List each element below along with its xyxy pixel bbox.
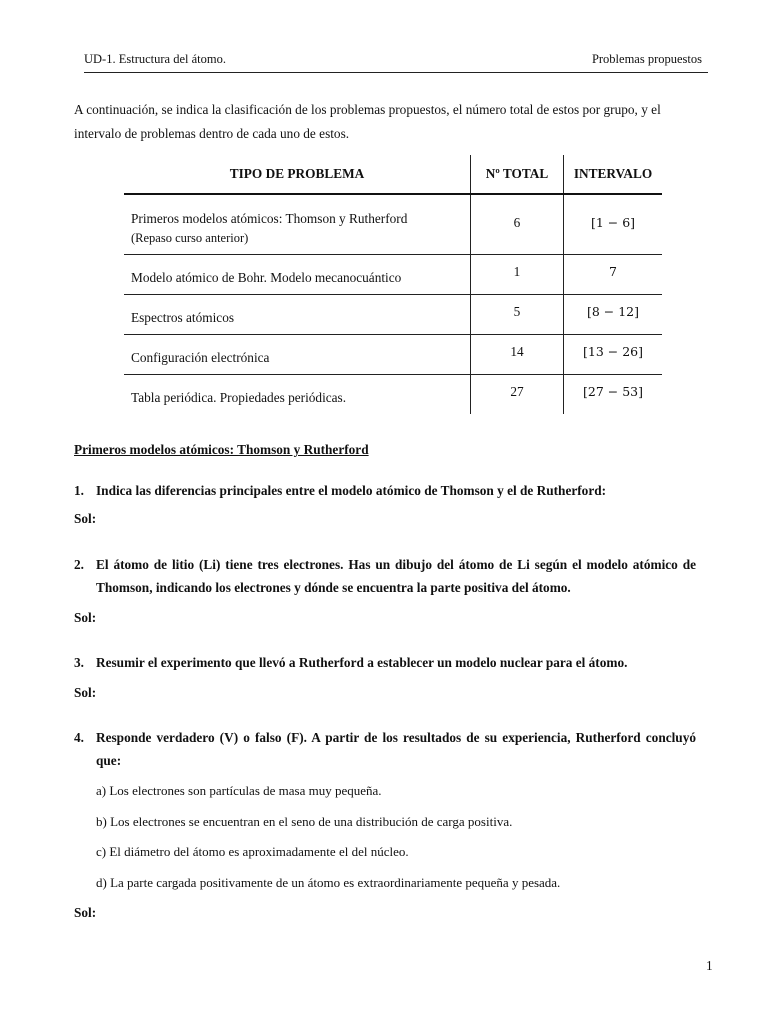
cell-total: 1 <box>471 255 564 295</box>
header-tipo: TIPO DE PROBLEMA <box>124 155 471 194</box>
table-header-row <box>124 155 662 194</box>
tipo-text: Primeros modelos atómicos: Thomson y Rutherford (Repaso curso anterior) <box>131 211 408 245</box>
cell-tipo <box>124 194 471 255</box>
solution-label-4: Sol: <box>74 905 97 920</box>
cell-intervalo: [1 − 6] <box>564 194 663 255</box>
question-4 <box>74 726 696 772</box>
cell-intervalo: [27 − 53] <box>564 375 663 415</box>
header-unit-title: UD-1. Estructura del átomo. <box>84 52 226 66</box>
intro-paragraph: A continuación, se indica la clasificación de los problemas propuestos, el número total de estos por grupo, y el intervalo de problemas dentro de cada uno de estos. <box>74 102 661 141</box>
question-3 <box>74 651 696 674</box>
cell-tipo: Modelo atómico de Bohr. Modelo mecanocuántico <box>124 255 471 295</box>
question-number: 4. <box>74 730 84 745</box>
page-header <box>84 52 708 73</box>
solution-label-1: Sol: <box>74 511 97 526</box>
cell-tipo: Tabla periódica. Propiedades periódicas. <box>131 390 347 405</box>
header-total: Nº TOTAL <box>471 155 564 194</box>
option-b: b) Los electrones se encuentran en el seno de una distribución de carga positiva. <box>96 814 513 829</box>
question-number: 3. <box>74 655 84 670</box>
solution-label-3: Sol: <box>74 685 97 700</box>
table-row <box>124 255 662 295</box>
header-intervalo: INTERVALO <box>564 155 663 194</box>
cell-total: 14 <box>471 335 564 375</box>
problem-classification-table <box>124 155 662 414</box>
question-text: El átomo de litio (Li) tiene tres electrones. Has un dibujo del átomo de Li según el modelo atómico de Thomson, indicando los electrones y dónde se encuentra la parte positiva del átomo. <box>96 557 696 595</box>
table-row <box>124 194 662 255</box>
header-section-title: Problemas propuestos <box>591 52 702 66</box>
table-row <box>124 295 662 335</box>
section-title: Primeros modelos atómicos: Thomson y Rutherford <box>74 442 369 457</box>
question-text: Indica las diferencias principales entre el modelo atómico de Thomson y el de Rutherford: <box>96 483 607 498</box>
option-c: c) El diámetro del átomo es aproximadamente el del núcleo. <box>96 844 409 859</box>
cell-total: 6 <box>471 194 564 255</box>
question-2 <box>74 553 696 599</box>
question-number: 1. <box>74 483 84 498</box>
cell-total: 5 <box>471 295 564 335</box>
question-1 <box>74 479 696 502</box>
cell-total: 27 <box>471 375 564 415</box>
question-text: Responde verdadero (V) o falso (F). A partir de los resultados de su experiencia, Rutherford concluyó que: <box>96 730 696 768</box>
table-row <box>124 375 662 415</box>
cell-tipo: Configuración electrónica <box>124 335 471 375</box>
cell-intervalo: [8 − 12] <box>564 295 663 335</box>
solution-label-2: Sol: <box>74 610 97 625</box>
cell-intervalo: [13 − 26] <box>564 335 663 375</box>
tipo-note: (Repaso curso anterior) <box>131 231 249 245</box>
cell-tipo: Espectros atómicos <box>124 295 471 335</box>
question-number: 2. <box>74 557 84 572</box>
cell-intervalo: 7 <box>564 255 663 295</box>
table-row <box>124 335 662 375</box>
option-a: a) Los electrones son partículas de masa muy pequeña. <box>96 783 382 798</box>
page-number: 1 <box>706 958 713 973</box>
question-text: Resumir el experimento que llevó a Rutherford a establecer un modelo nuclear para el átomo. <box>96 655 628 670</box>
option-d: d) La parte cargada positivamente de un átomo es extraordinariamente pequeña y pesada. <box>96 875 561 890</box>
